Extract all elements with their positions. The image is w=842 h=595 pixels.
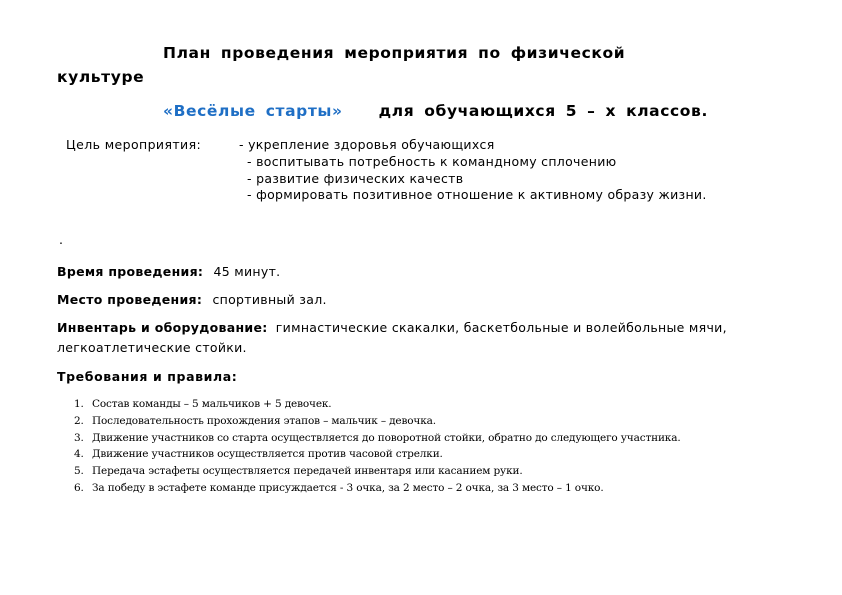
title-line-1: План проведения мероприятия по физической — [163, 44, 626, 62]
list-number: 1. — [74, 398, 84, 410]
list-text: Последовательность прохождения этапов – мальчик – девочка. — [92, 414, 436, 427]
list-item — [74, 480, 681, 497]
list-number: 5. — [74, 465, 84, 478]
dot-mark: . — [59, 232, 64, 247]
audience: для обучающихся 5 – х классов. — [378, 102, 708, 120]
list-item — [74, 396, 681, 413]
time-label: Время проведения: — [57, 264, 204, 279]
list-item — [74, 430, 681, 447]
list-number: 6. — [74, 481, 84, 494]
equipment-value: гимнастические скакалки, баскетбольные и волейбольные мячи, — [275, 320, 727, 335]
list-text: Передача эстафеты осуществляется передачей инвентаря или касанием руки. — [92, 465, 523, 478]
equipment-value-cont: легкоатлетические стойки. — [57, 340, 247, 355]
time-row — [57, 264, 280, 279]
rules-heading: Требования и правила: — [57, 369, 238, 384]
list-number: 4. — [74, 448, 84, 461]
title-line-3 — [163, 102, 708, 120]
list-item — [74, 463, 681, 480]
list-item — [74, 413, 681, 430]
place-value: спортивный зал. — [212, 292, 327, 307]
event-name: «Весёлые старты» — [163, 102, 343, 120]
list-text: Состав команды – 5 мальчиков + 5 девочек. — [92, 398, 332, 410]
list-item — [74, 446, 681, 463]
title-line-2: культуре — [57, 68, 145, 86]
equipment-label: Инвентарь и оборудование: — [57, 320, 268, 335]
list-number: 2. — [74, 414, 84, 427]
goal-item: - укрепление здоровья обучающихся — [239, 137, 495, 152]
place-label: Место проведения: — [57, 292, 203, 307]
time-value: 45 минут. — [213, 264, 281, 279]
list-text: За победу в эстафете команде присуждается - 3 очка, за 2 место – 2 очка, за 3 место – 1 очко. — [92, 481, 604, 494]
goal-item: - формировать позитивное отношение к активному образу жизни. — [247, 187, 707, 202]
goal-item: - воспитывать потребность к командному сплочению — [247, 154, 617, 169]
list-text: Движение участников со старта осуществляется до поворотной стойки, обратно до следующего участника. — [92, 431, 681, 444]
equipment-row — [57, 320, 727, 335]
goal-label: Цель мероприятия: — [66, 137, 202, 152]
place-row — [57, 292, 327, 307]
list-text: Движение участников осуществляется против часовой стрелки. — [92, 448, 443, 461]
list-number: 3. — [74, 431, 84, 444]
goal-item: - развитие физических качеств — [247, 171, 464, 186]
rules-list — [74, 396, 681, 497]
